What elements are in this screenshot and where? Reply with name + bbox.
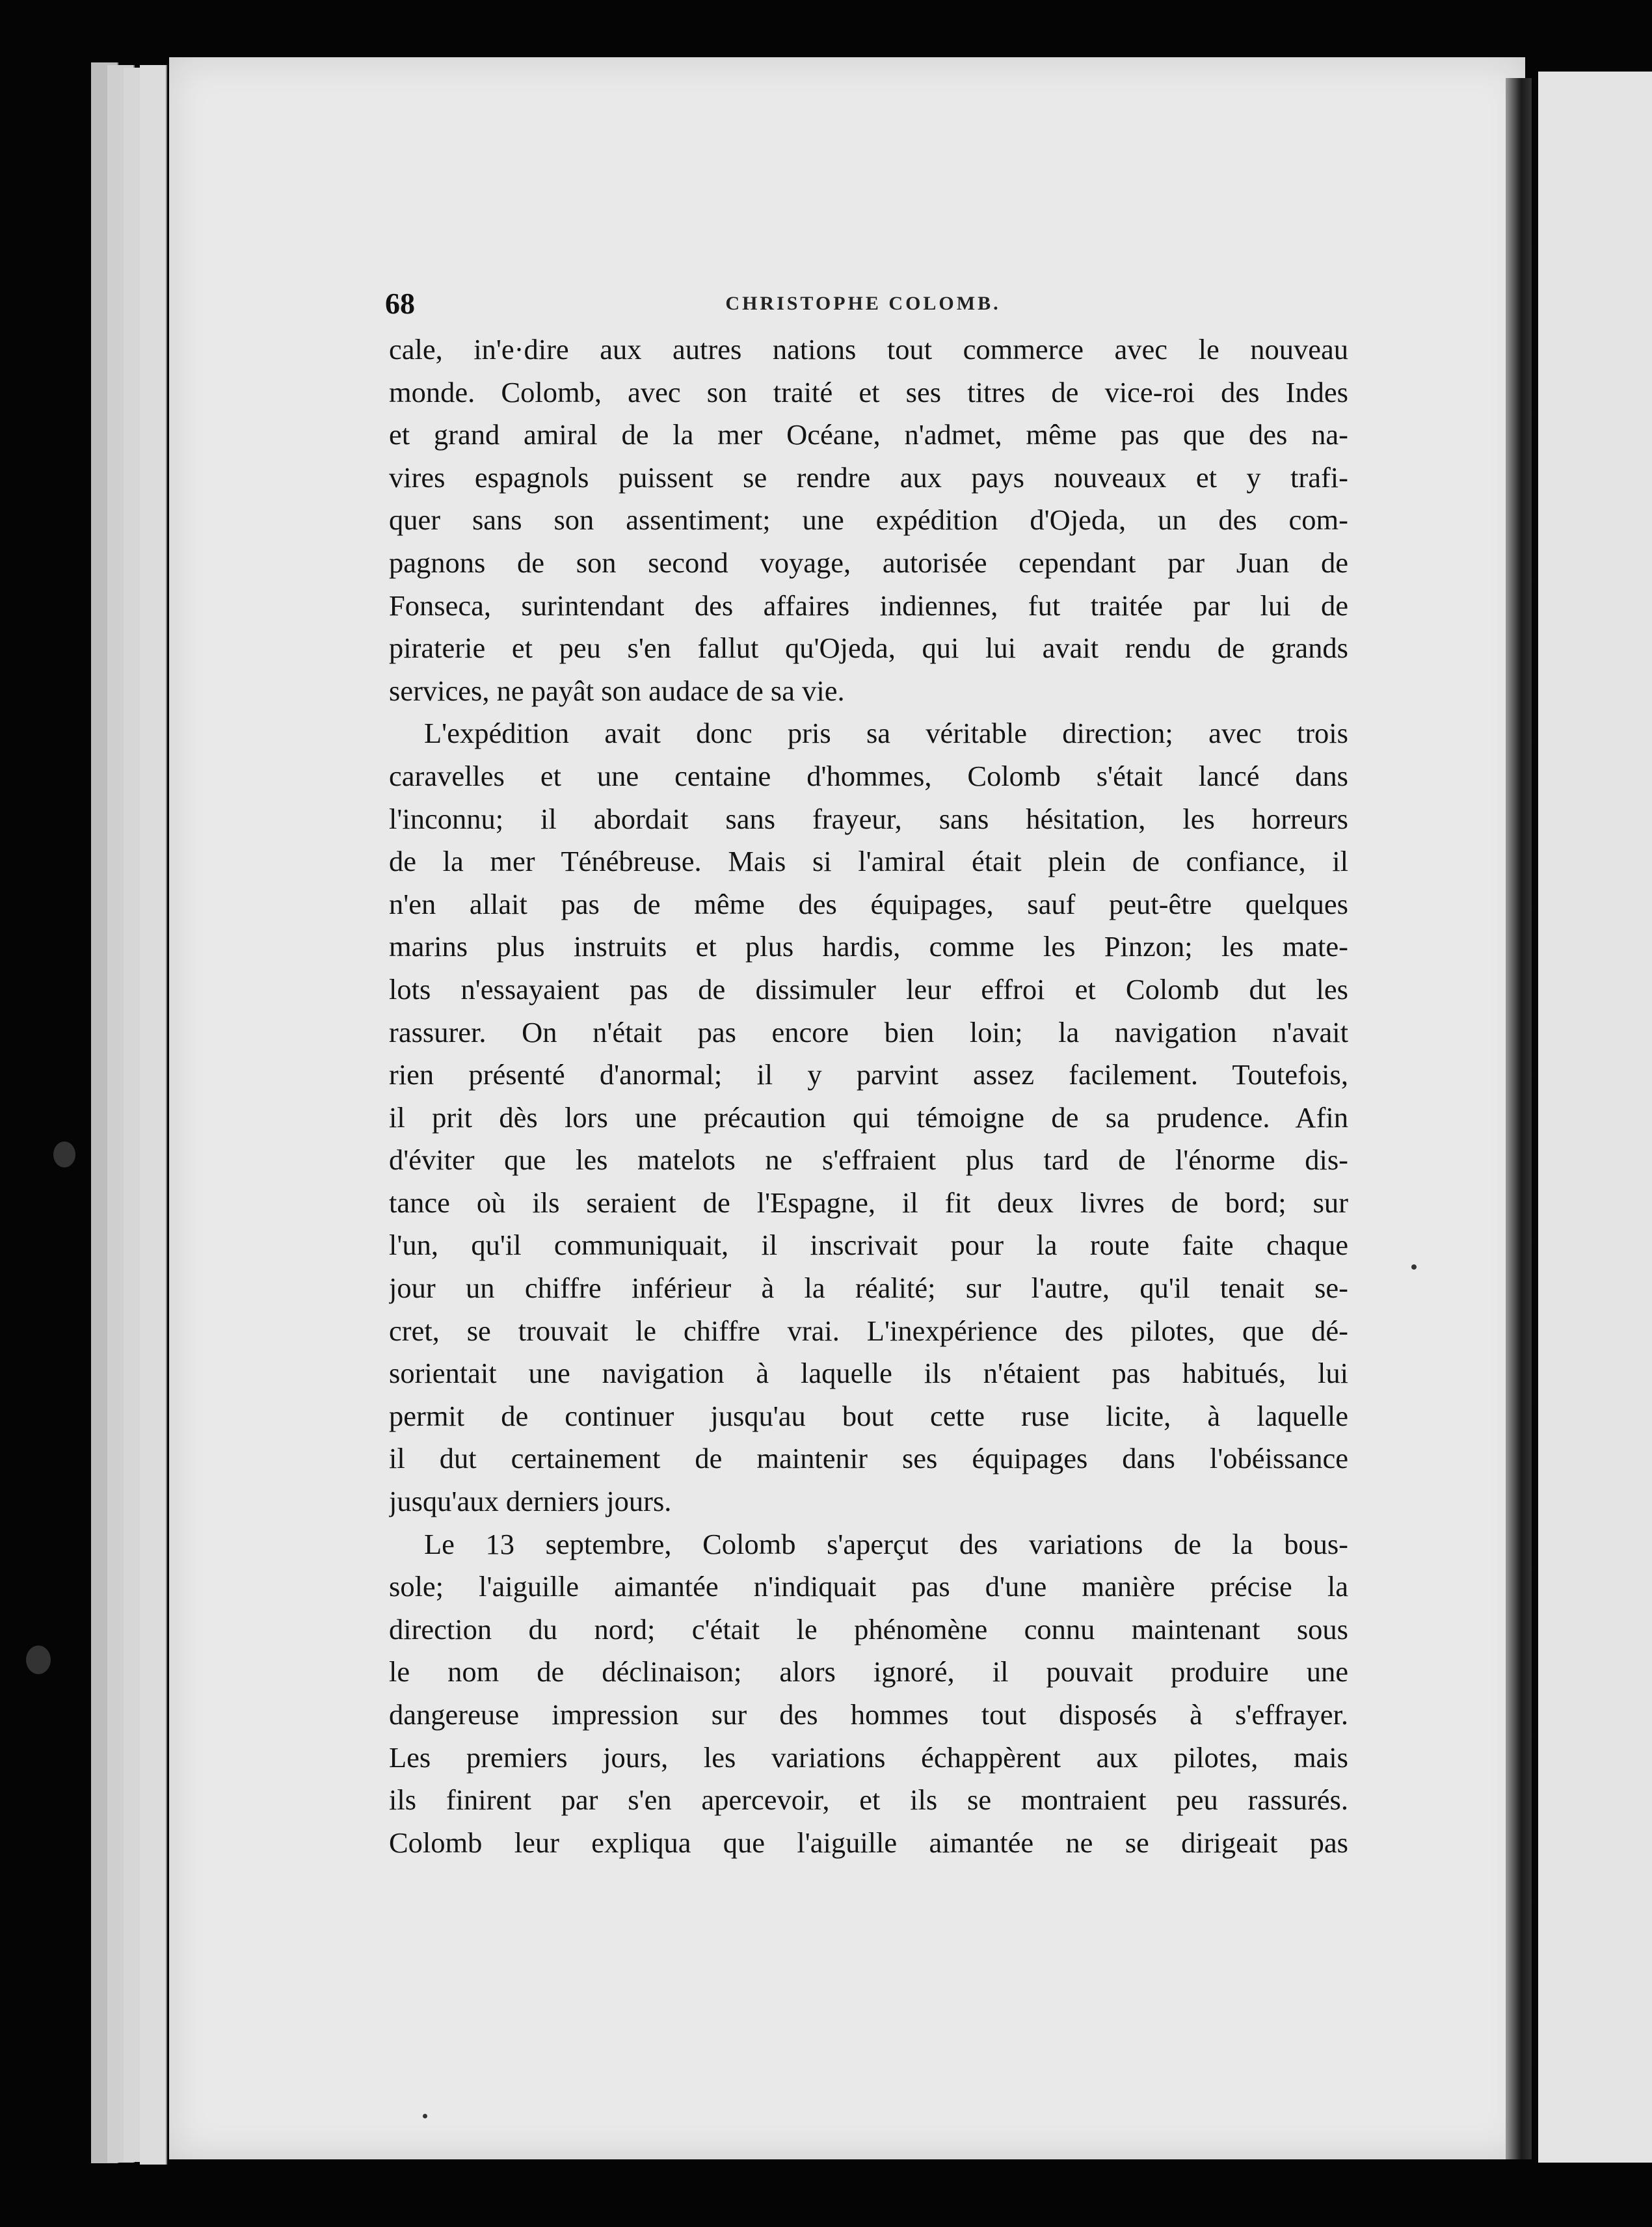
text-line: il dut certainement de maintenir ses équipages dans l'obéissance [389, 1442, 1348, 1475]
text-line: direction du nord; c'était le phénomène connu maintenant sous [389, 1612, 1348, 1646]
scan-speck [26, 1646, 51, 1674]
text-line: sorientait une navigation à laquelle ils n'étaient pas habitués, lui [389, 1357, 1348, 1390]
body-text [389, 328, 1348, 1864]
text-line: Fonseca, surintendant des affaires indiennes, fut traitée par lui de [389, 589, 1348, 622]
text-line: quer sans son assentiment; une expédition d'Ojeda, un des com- [389, 503, 1348, 537]
text-line: vires espagnols puissent se rendre aux pays nouveaux et y trafi- [389, 460, 1348, 494]
binding-gutter [1506, 78, 1532, 2159]
text-line: dangereuse impression sur des hommes tout disposés à s'effrayer. [389, 1698, 1348, 1731]
scan-speck [1411, 1264, 1417, 1270]
paragraph [389, 1523, 1348, 1865]
running-title: CHRISTOPHE COLOMB. [725, 293, 1001, 314]
text-line: de la mer Ténébreuse. Mais si l'amiral était plein de confiance, il [389, 845, 1348, 878]
text-line: jusqu'aux derniers jours. [389, 1485, 672, 1518]
text-line: rien présenté d'anormal; il y parvint assez facilement. Toutefois, [389, 1058, 1348, 1091]
text-line: cret, se trouvait le chiffre vrai. L'inexpérience des pilotes, que dé- [389, 1314, 1348, 1347]
text-line: marins plus instruits et plus hardis, comme les Pinzon; les mate- [389, 930, 1348, 963]
page-number: 68 [385, 287, 415, 320]
running-header [385, 286, 1341, 325]
text-line: sole; l'aiguille aimantée n'indiquait pas d'une manière précise la [389, 1570, 1348, 1603]
text-line: et grand amiral de la mer Océane, n'admet, même pas que des na- [389, 418, 1348, 451]
text-line: n'en allait pas de même des équipages, sauf peut-être quelques [389, 887, 1348, 920]
text-line: monde. Colomb, avec son traité et ses titres de vice-roi des Indes [389, 375, 1348, 408]
text-line: ils finirent par s'en apercevoir, et ils se montraient peu rassurés. [389, 1783, 1348, 1817]
text-line: le nom de déclinaison; alors ignoré, il pouvait produire une [389, 1655, 1348, 1688]
facing-page-sliver [1538, 72, 1652, 2163]
text-line: rassurer. On n'était pas encore bien loin; la navigation n'avait [389, 1015, 1348, 1048]
page-edge-stack [140, 65, 167, 2165]
text-line: il prit dès lors une précaution qui témoigne de sa prudence. Afin [389, 1100, 1348, 1134]
text-line: Les premiers jours, les variations échappèrent aux pilotes, mais [389, 1740, 1348, 1774]
text-line: services, ne payât son audace de sa vie. [389, 674, 845, 707]
text-line: Le 13 septembre, Colomb s'aperçut des variations de la bous- [424, 1527, 1348, 1560]
text-line: tance où ils seraient de l'Espagne, il fit deux livres de bord; sur [389, 1186, 1348, 1219]
text-line: jour un chiffre inférieur à la réalité; sur l'autre, qu'il tenait se- [389, 1272, 1348, 1305]
text-line: piraterie et peu s'en fallut qu'Ojeda, qui lui avait rendu de grands [389, 632, 1348, 665]
text-line: d'éviter que les matelots ne s'effraient plus tard de l'énorme dis- [389, 1143, 1348, 1177]
text-line: L'expédition avait donc pris sa véritable direction; avec trois [424, 717, 1348, 750]
paragraph [389, 328, 1348, 712]
scan-speck [53, 1141, 75, 1167]
text-line: l'inconnu; il abordait sans frayeur, sans hésitation, les horreurs [389, 802, 1348, 835]
text-line: cale, in'e·dire aux autres nations tout commerce avec le nouveau [389, 333, 1348, 366]
paragraph [389, 712, 1348, 1523]
text-line: caravelles et une centaine d'hommes, Colomb s'était lancé dans [389, 759, 1348, 792]
text-line: l'un, qu'il communiquait, il inscrivait pour la route faite chaque [389, 1229, 1348, 1262]
text-line: Colomb leur expliqua que l'aiguille aimantée ne se dirigeait pas [389, 1826, 1348, 1859]
scan-speck [423, 2114, 427, 2118]
text-line: pagnons de son second voyage, autorisée cependant par Juan de [389, 546, 1348, 579]
text-line: permit de continuer jusqu'au bout cette ruse licite, à laquelle [389, 1399, 1348, 1432]
text-line: lots n'essayaient pas de dissimuler leur effroi et Colomb dut les [389, 972, 1348, 1006]
